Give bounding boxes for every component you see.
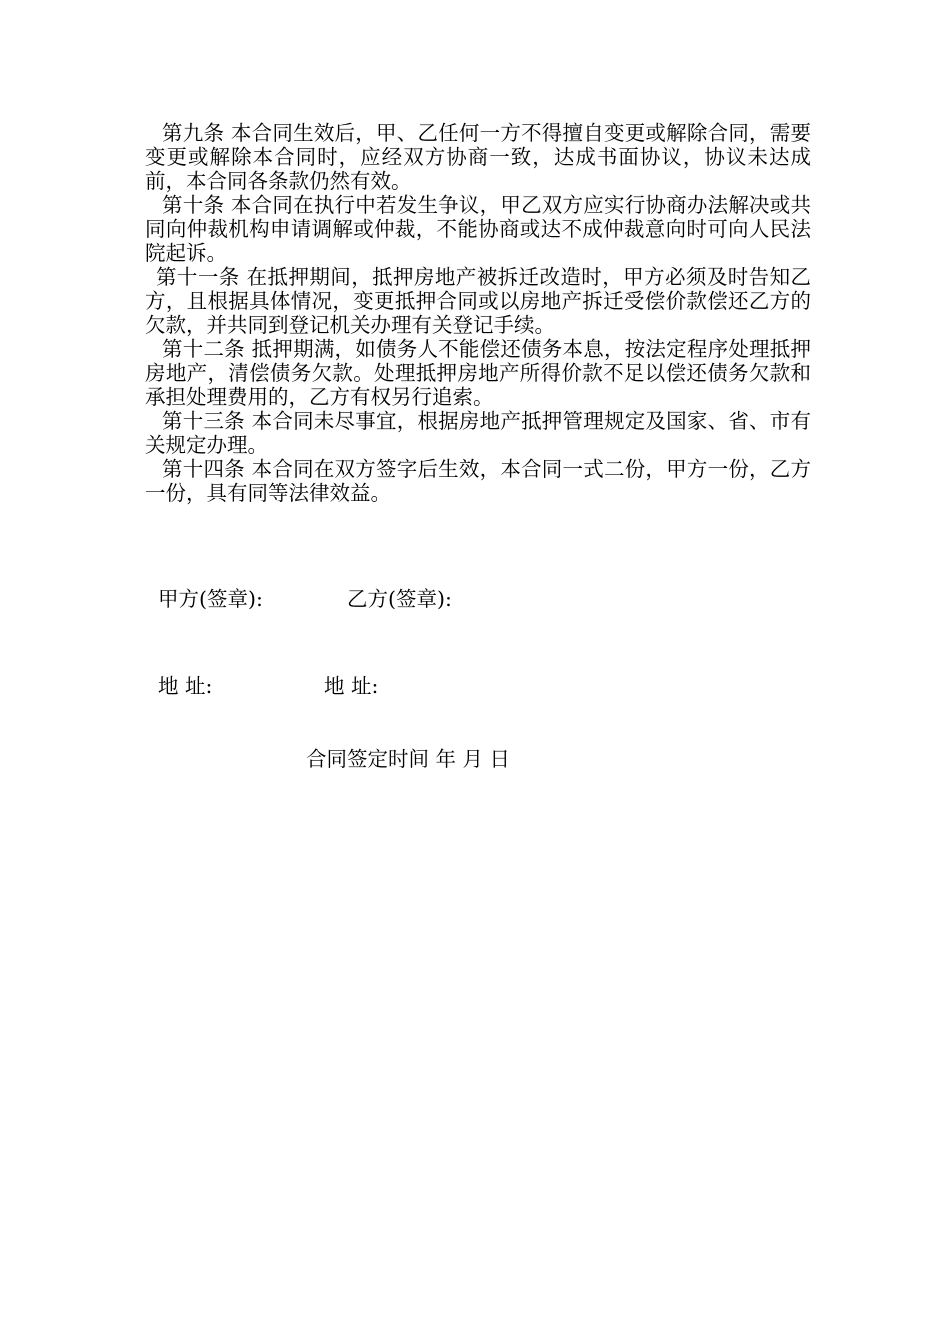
- clause-12: 第十二条 抵押期满，如债务人不能偿还债务本息，按法定程序处理抵押房地产，清偿债务欠款。处理抵押房地产所得价款不足以偿还债务欠款和承担处理费用的，乙方有权另行追索。: [145, 337, 811, 409]
- contract-sign-date: 合同签定时间 年 月 日: [306, 747, 511, 771]
- clause-13: 第十三条 本合同未尽事宜，根据房地产抵押管理规定及国家、省、市有关规定办理。: [145, 409, 811, 457]
- party-a-signature-label: 甲方(签章):: [158, 587, 263, 611]
- clause-11: 第十一条 在抵押期间，抵押房地产被拆迁改造时，甲方必须及时告知乙方，且根据具体情况，变更抵押合同或以房地产拆迁受偿价款偿还乙方的欠款，并共同到登记机关办理有关登记手续。: [145, 265, 811, 337]
- contract-clauses: [145, 121, 811, 505]
- clause-10: 第十条 本合同在执行中若发生争议，甲乙双方应实行协商办法解决或共同向仲裁机构申请调解或仲裁，不能协商或达不成仲裁意向时可向人民法院起诉。: [145, 193, 811, 265]
- party-b-signature-label: 乙方(签章):: [347, 587, 452, 611]
- clause-9: 第九条 本合同生效后，甲、乙任何一方不得擅自变更或解除合同，需要变更或解除本合同时，应经双方协商一致，达成书面协议，协议未达成前，本合同各条款仍然有效。: [145, 121, 811, 193]
- party-b-address-label: 地 址:: [324, 674, 379, 698]
- clause-14: 第十四条 本合同在双方签字后生效，本合同一式二份，甲方一份，乙方一份，具有同等法律效益。: [145, 457, 811, 505]
- party-a-address-label: 地 址:: [158, 674, 213, 698]
